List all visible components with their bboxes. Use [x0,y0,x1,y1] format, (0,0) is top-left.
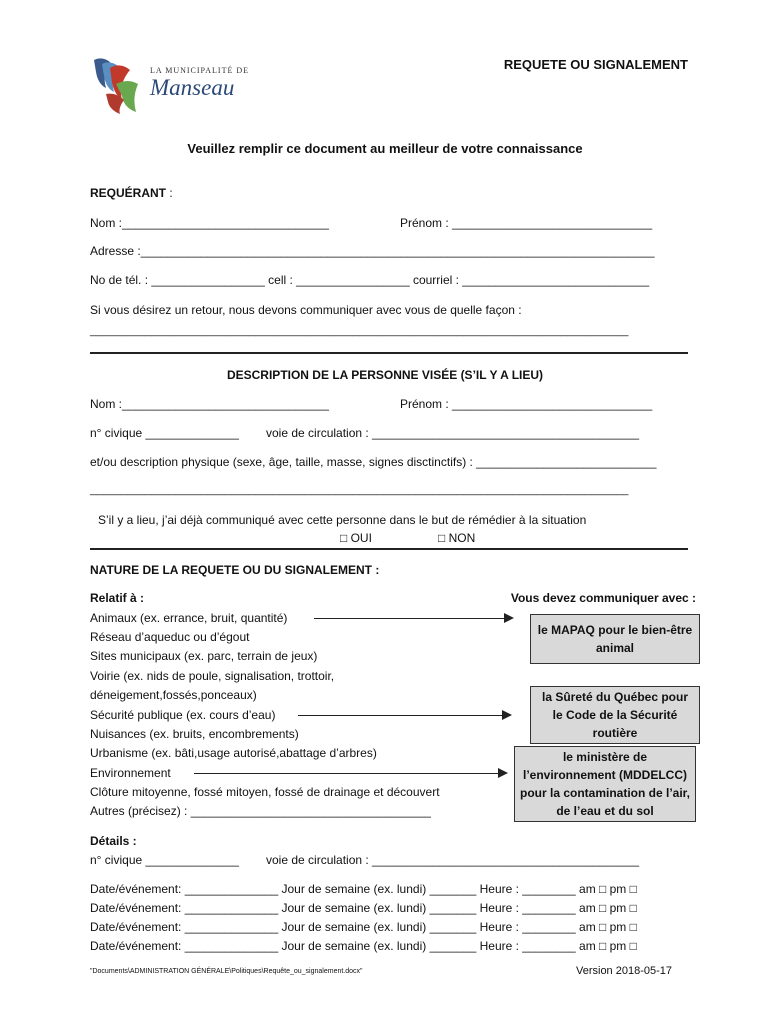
personne-nom-field[interactable]: Nom :_______________________________ [90,397,329,411]
retour-question: Si vous désirez un retour, nous devons communiquer avec vous de quelle façon : [90,303,522,317]
arrow-animaux [314,618,512,619]
requerant-heading-suffix: : [166,186,173,200]
option-voirie[interactable]: Voirie (ex. nids de poule, signalisation, trottoir, [90,669,335,683]
box-mapaq: le MAPAQ pour le bien-être animal [530,614,700,664]
municipality-logo [88,54,268,114]
option-urbanisme[interactable]: Urbanisme (ex. bâti,usage autorisé,abattage d’arbres) [90,746,377,760]
option-voirie-cont: déneigement,fossés,ponceaux) [90,688,257,702]
instruction-subtitle: Veuillez remplir ce document au meilleur de votre connaissance [187,141,583,156]
date-row[interactable]: Date/événement: ______________ Jour de semaine (ex. lundi) _______ Heure : ________ am □ pm □ [90,939,637,953]
description-line[interactable]: ________________________________________________________________________________________ [90,484,629,496]
retour-field[interactable]: ________________________________________________________________________________________ [90,325,629,337]
telephone-field[interactable]: No de tél. : _________________ cell : _________________ courriel : ____________________________ [90,273,650,287]
personne-civique-field[interactable]: n° civique ______________ [90,426,239,440]
nature-heading: NATURE DE LA REQUETE OU DU SIGNALEMENT : [90,563,380,577]
nom-field[interactable]: Nom :_______________________________ [90,216,329,230]
adresse-field[interactable]: Adresse :_____________________________________________________________________________ [90,244,655,258]
option-environnement[interactable]: Environnement [90,766,171,780]
arrow-environnement [194,773,506,774]
personne-heading: DESCRIPTION DE LA PERSONNE VISÉE (S’IL Y A LIEU) [226,368,544,382]
date-row[interactable]: Date/événement: ______________ Jour de semaine (ex. lundi) _______ Heure : ________ am □ pm □ [90,901,637,915]
date-row[interactable]: Date/événement: ______________ Jour de semaine (ex. lundi) _______ Heure : ________ am □ pm □ [90,882,637,896]
logo-line2: Manseau [150,75,235,100]
personne-prenom-field[interactable]: Prénom : ______________________________ [400,397,653,411]
option-animaux[interactable]: Animaux (ex. errance, bruit, quantité) [90,611,288,625]
option-securite[interactable]: Sécurité publique (ex. cours d’eau) [90,708,276,722]
option-autres[interactable]: Autres (précisez) : ____________________________________ [90,804,431,818]
box-surete: la Sûreté du Québec pour le Code de la Sécurité routière [530,686,700,744]
details-heading: Détails : [90,834,137,848]
arrow-securite [298,715,510,716]
option-cloture[interactable]: Clôture mitoyenne, fossé mitoyen, fossé de drainage et découvert [90,785,440,799]
prenom-field[interactable]: Prénom : ______________________________ [400,216,653,230]
footer-path: "Documents\ADMINISTRATION GÉNÉRALE\Politiques\Requête_ou_signalement.docx" [90,968,363,975]
communique-question: S’il y a lieu, j’ai déjà communiqué avec cette personne dans le but de rémédier à la situation [98,513,587,527]
option-reseau[interactable]: Réseau d’aqueduc ou d’égout [90,630,250,644]
oui-checkbox[interactable]: □ OUI [340,531,372,545]
section-divider [90,352,688,354]
requerant-heading [90,186,173,200]
requerant-heading-text: REQUÉRANT [90,186,167,200]
description-field[interactable]: et/ou description physique (sexe, âge, taille, masse, signes disctinctifs) : ___________________________ [90,455,657,469]
personne-voie-field[interactable]: voie de circulation : ________________________________________ [266,426,640,440]
details-voie-field[interactable]: voie de circulation : ________________________________________ [266,853,640,867]
section-divider [90,548,688,550]
document-title: REQUETE OU SIGNALEMENT [503,57,688,72]
relatif-label: Relatif à : [90,591,145,605]
footer-version: Version 2018-05-17 [575,965,672,977]
logo-line1: LA MUNICIPALITÉ DE [150,66,250,75]
option-sites[interactable]: Sites municipaux (ex. parc, terrain de jeux) [90,649,318,663]
date-row[interactable]: Date/événement: ______________ Jour de semaine (ex. lundi) _______ Heure : ________ am □ pm □ [90,920,637,934]
non-checkbox[interactable]: □ NON [438,531,476,545]
logo-mark-icon [88,54,146,114]
option-nuisances[interactable]: Nuisances (ex. bruits, encombrements) [90,727,299,741]
communiquer-label: Vous devez communiquer avec : [510,591,696,605]
box-environnement: le ministère de l’environnement (MDDELCC) pour la contamination de l’air, de l’eau et du sol [514,746,696,822]
details-civique-field[interactable]: n° civique ______________ [90,853,239,867]
